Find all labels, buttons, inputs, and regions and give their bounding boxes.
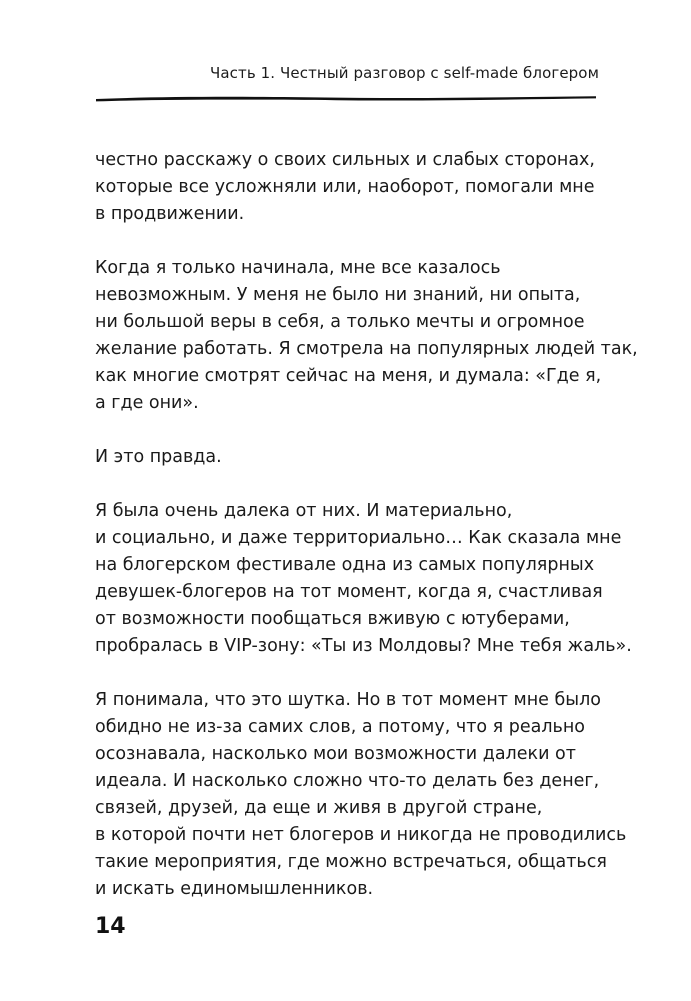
text-line: связей, друзей, да еще и живя в другой стране, — [95, 798, 543, 818]
text-line: Я была очень далека от них. И материально, — [95, 501, 513, 521]
text-line: которые все усложняли или, наоборот, помогали мне — [95, 177, 595, 197]
text-line: идеала. И насколько сложно что-то делать без денег, — [95, 771, 600, 791]
text-line: как многие смотрят сейчас на меня, и думала: «Где я, — [95, 366, 602, 386]
text-line: ни большой веры в себя, а только мечты и огромное — [95, 312, 585, 332]
text-line: от возможности пообщаться вживую с ютуберами, — [95, 609, 570, 629]
text-line: девушек-блогеров на тот момент, когда я, счастливая — [95, 582, 603, 602]
text-line: в которой почти нет блогеров и никогда не проводились — [95, 825, 627, 845]
text-line: на блогерском фестивале одна из самых популярных — [95, 555, 595, 575]
text-line: в продвижении. — [95, 204, 245, 224]
text-line: пробралась в VIP-зону: «Ты из Молдовы? Мне тебя жаль». — [95, 636, 632, 656]
text-line: Когда я только начинала, мне все казалось — [95, 258, 501, 278]
paragraph — [95, 498, 632, 660]
running-header: Часть 1. Честный разговор с self-made блогером — [209, 64, 599, 82]
body-text — [95, 147, 638, 930]
paragraph — [95, 147, 615, 228]
text-line: и социально, и даже территориально… Как сказала мне — [95, 528, 622, 548]
text-line: желание работать. Я смотрела на популярных людей так, — [95, 339, 638, 359]
text-line: а где они». — [95, 393, 199, 413]
text-line: И это правда. — [95, 447, 222, 467]
text-line: и искать единомышленников. — [95, 879, 374, 899]
text-line: такие мероприятия, где можно встречаться, общаться — [95, 852, 607, 872]
paragraph — [95, 444, 615, 471]
text-line: невозможным. У меня не было ни знаний, ни опыта, — [95, 285, 581, 305]
header-rule — [96, 92, 596, 104]
paragraph — [95, 255, 638, 417]
text-line: честно расскажу о своих сильных и слабых сторонах, — [95, 150, 595, 170]
paragraph — [95, 687, 627, 903]
text-line: осознавала, насколько мои возможности далеки от — [95, 744, 576, 764]
text-line: обидно не из-за самих слов, а потому, что я реально — [95, 717, 585, 737]
page-number: 14 — [95, 914, 126, 939]
text-line: Я понимала, что это шутка. Но в тот момент мне было — [95, 690, 602, 710]
